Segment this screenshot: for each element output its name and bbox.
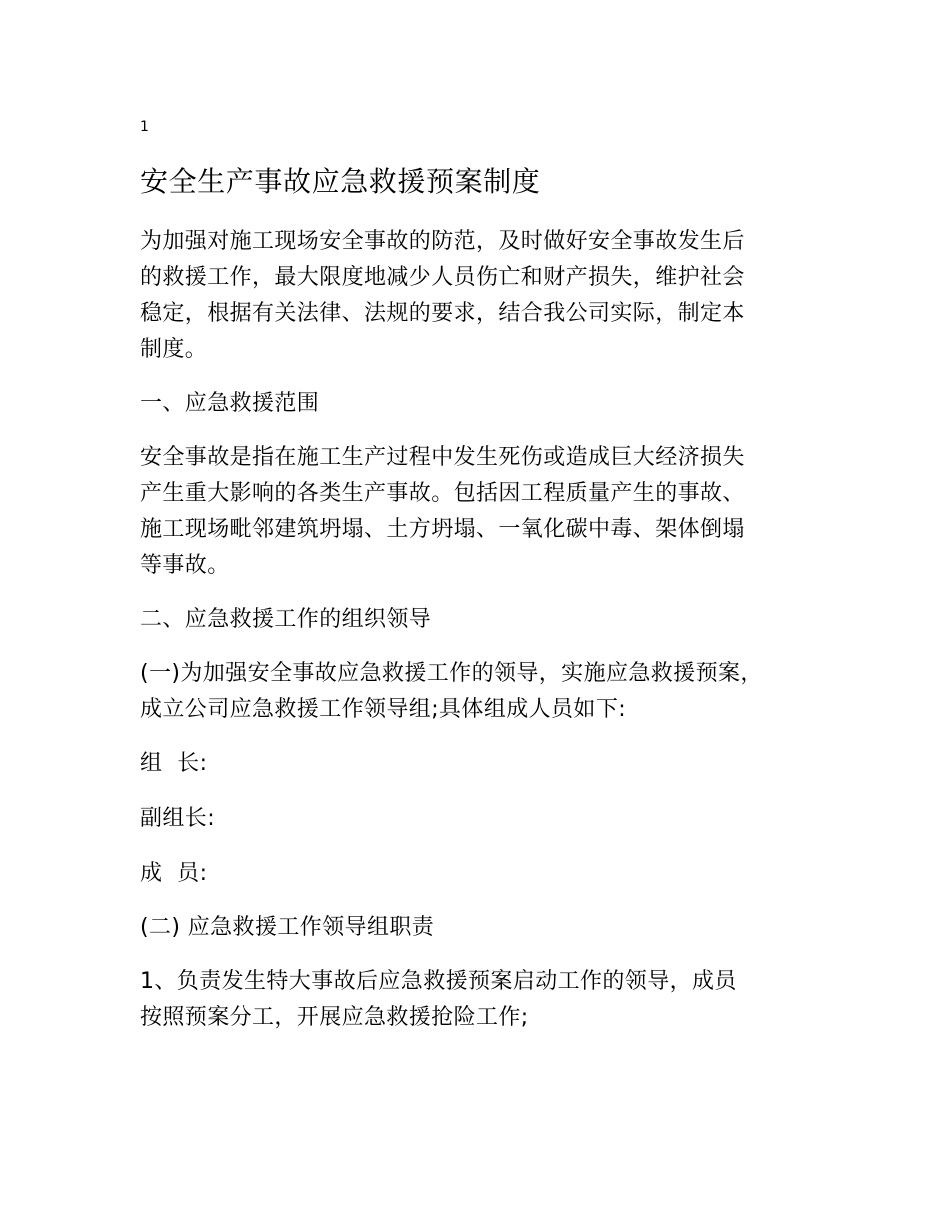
page-number: 1 bbox=[140, 119, 149, 135]
paragraph-line: 产生重大影响的各类生产事故。包括因工程质量产生的事故、 bbox=[140, 481, 745, 506]
paragraph-line: (一)为加强安全事故应急救援工作的领导，实施应急救援预案， bbox=[140, 661, 763, 686]
paragraph-line: 为加强对施工现场安全事故的防范，及时做好安全事故发生后 bbox=[140, 229, 745, 254]
duty-item-1 bbox=[140, 964, 830, 1036]
scope-paragraph bbox=[140, 440, 830, 584]
deputy-leader-label: 副组长: bbox=[140, 806, 216, 831]
deputy-leader-line bbox=[140, 801, 830, 837]
paragraph-line: 稳定，根据有关法律、法规的要求，结合我公司实际，制定本 bbox=[140, 301, 745, 326]
paragraph-line: 等事故。 bbox=[140, 553, 230, 578]
members-line bbox=[140, 856, 830, 892]
paragraph-line: 成立公司应急救援工作领导组;具体组成人员如下: bbox=[140, 697, 627, 722]
paragraph-line: 安全事故是指在施工生产过程中发生死伤或造成巨大经济损失 bbox=[140, 445, 745, 470]
team-leader-line bbox=[140, 746, 830, 782]
section-heading-organization bbox=[140, 602, 830, 638]
paragraph-line: 按照预案分工，开展应急救援抢险工作; bbox=[140, 1005, 529, 1030]
paragraph-line: 施工现场毗邻建筑坍塌、土方坍塌、一氧化碳中毒、架体倒塌 bbox=[140, 517, 745, 542]
heading-line: 二、应急救援工作的组织领导 bbox=[140, 607, 432, 632]
paragraph-line: 制度。 bbox=[140, 337, 208, 362]
organization-paragraph bbox=[140, 656, 830, 728]
intro-paragraph bbox=[140, 224, 830, 368]
section-heading-scope bbox=[140, 386, 830, 422]
members-label: 成 员: bbox=[140, 861, 208, 886]
heading-line: 一、应急救援范围 bbox=[140, 391, 320, 416]
paragraph-line: 的救援工作，最大限度地减少人员伤亡和财产损失，维护社会 bbox=[140, 265, 745, 290]
section-heading-duties bbox=[140, 910, 830, 946]
paragraph-line: 1、负责发生特大事故后应急救援预案启动工作的领导，成员 bbox=[140, 969, 737, 994]
document-title: 安全生产事故应急救援预案制度 bbox=[140, 165, 541, 198]
team-leader-label: 组 长: bbox=[140, 751, 208, 776]
heading-line: (二) 应急救援工作领导组职责 bbox=[140, 915, 435, 940]
